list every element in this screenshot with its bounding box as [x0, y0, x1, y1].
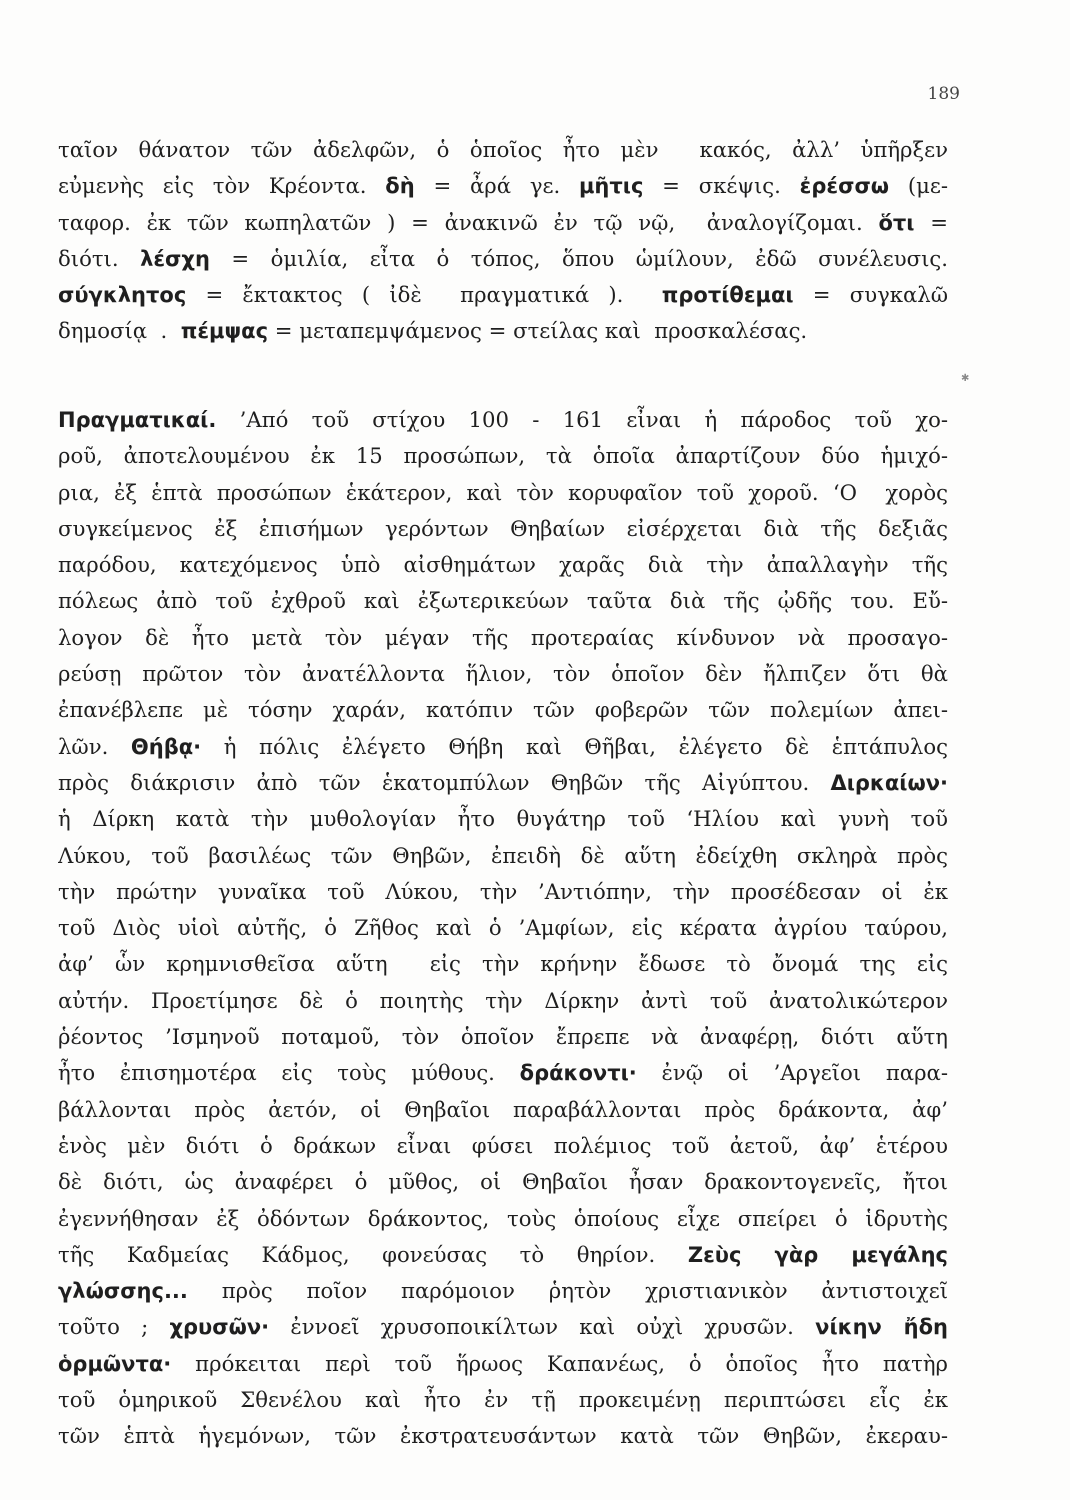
lemma-term: Θήβᾳ·	[130, 734, 202, 759]
line-text: ἐπανέβλεπε μὲ τόσην χαράν, κατόπιν τῶν φοβερῶν τῶν πολεμίων ἀπει-	[58, 697, 948, 723]
line-text: δημοσίᾳ .	[58, 318, 181, 344]
line-text: ἐννοεῖ χρυσοποικίλτων καὶ οὐχὶ χρυσῶν.	[269, 1314, 816, 1340]
line-text: πόλεως ἀπὸ τοῦ ἐχθροῦ καὶ ἐξωτερικεύων ταῦτα διὰ τῆς ᾠδῆς του. Εὔ-	[58, 588, 948, 614]
line-text: (με-	[889, 173, 948, 199]
line-text: = ἔκτακτος ( ἰδὲ πραγματικά ).	[186, 282, 662, 308]
text-line	[58, 1201, 948, 1237]
lemma-term: ὅτι	[878, 210, 915, 235]
text-line	[58, 1418, 948, 1454]
text-line	[58, 475, 948, 511]
line-text: λῶν.	[58, 733, 131, 759]
text-line	[58, 874, 948, 910]
line-text: τοῦτο ;	[58, 1314, 170, 1340]
text-line	[58, 983, 948, 1019]
line-text: βάλλονται πρὸς ἀετόν, οἱ Θηβαῖοι παραβάλλονται πρὸς δράκοντα, ἀφ’	[58, 1096, 948, 1122]
lemma-term: ἐρέσσω	[799, 174, 890, 199]
line-text: τῆς Καδμείας Κάδμος, φονεύσας τὸ θηρίον.	[58, 1241, 688, 1267]
text-line	[58, 205, 948, 241]
line-text: Λύκου, τοῦ βασιλέως τῶν Θηβῶν, ἐπειδὴ δὲ αὕτη ἐδείχθη σκληρὰ πρὸς	[58, 842, 948, 868]
lemma-term: λέσχη	[140, 246, 210, 271]
lemma-term: νίκην ἤδη	[815, 1315, 948, 1340]
line-text: τοῦ Διὸς υἱοὶ αὐτῆς, ὁ Ζῆθος καὶ ὁ ’Αμφίων, εἰς κέρατα ἀγρίου ταύρου,	[58, 915, 948, 941]
text-line	[58, 1309, 948, 1345]
line-text: =	[914, 209, 948, 235]
page-number: 189	[927, 84, 960, 104]
text-line	[58, 1055, 948, 1091]
line-text: ρεύσῃ πρῶτον τὸν ἀνατέλλοντα ἥλιον, τὸν ὁποῖον δὲν ἤλπιζεν ὅτι θὰ	[58, 661, 948, 687]
line-text: = σκέψις.	[643, 173, 800, 199]
line-text: ἡ πόλις ἐλέγετο Θήβη καὶ Θῆβαι, ἐλέγετο δὲ ἑπτάπυλος	[201, 733, 948, 759]
line-text: ’Από τοῦ στίχου 100 - 161 εἶναι ἡ πάροδος τοῦ χο-	[216, 407, 948, 432]
text-line	[58, 801, 948, 837]
line-text: ρια, ἐξ ἑπτὰ προσώπων ἑκάτερον, καὶ τὸν κορυφαῖον τοῦ χοροῦ. ‘Ο χορὸς	[58, 479, 948, 505]
line-text: πρόκειται περὶ τοῦ ἥρωος Καπανέως, ὁ ὁποῖος ἦτο πατὴρ	[171, 1350, 948, 1376]
lemma-term: προτίθεμαι	[661, 283, 794, 308]
line-text: πρὸς διάκρισιν ἀπὸ τῶν ἑκατομπύλων Θηβῶν τῆς Αἰγύπτου.	[58, 769, 831, 795]
text-line	[58, 1273, 948, 1309]
lemma-term: Πραγματικαί.	[58, 408, 217, 432]
line-text: ἦτο ἐπισημοτέρα εἰς τοὺς μύθους.	[58, 1060, 520, 1086]
lemma-term: γλώσσης...	[58, 1279, 188, 1304]
line-text: αὐτήν. Προετίμησε δὲ ὁ ποιητὴς τὴν Δίρκην ἀντὶ τοῦ ἀνατολικώτερον	[58, 987, 948, 1013]
text-line	[58, 277, 948, 313]
line-text: ῥέοντος ’Ισμηνοῦ ποταμοῦ, τὸν ὁποῖον ἔπρεπε νὰ ἀναφέρῃ, διότι αὕτη	[58, 1024, 948, 1050]
line-text: πρὸς ποῖον παρόμοιον ῥητὸν χριστιανικὸν ἀντιστοιχεῖ	[187, 1278, 948, 1304]
text-line	[58, 1019, 948, 1055]
line-text: διότι.	[58, 245, 141, 271]
lemma-term: ὁρμῶντα·	[58, 1351, 172, 1376]
text-line	[58, 765, 948, 801]
text-line	[58, 620, 948, 656]
line-text: = συγκαλῶ	[793, 282, 948, 308]
lemma-term: πέμψας	[180, 319, 269, 344]
text-line	[58, 132, 948, 168]
text-line	[58, 168, 948, 204]
text-line	[58, 241, 948, 277]
text-line	[58, 729, 948, 765]
line-text: ἐνῷ οἱ ’Αργεῖοι παρα-	[636, 1060, 948, 1086]
line-text: ἐγεννήθησαν ἐξ ὀδόντων δράκοντος, τοὺς ὁποίους εἶχε σπείρει ὁ ἱδρυτὴς	[58, 1205, 948, 1231]
line-text: ἀφ’ ὧν κρημνισθεῖσα αὕτη εἰς τὴν κρήνην ἔδωσε τὸ ὄνομά της εἰς	[58, 951, 948, 977]
line-text: λογον δὲ ἦτο μετὰ τὸν μέγαν τῆς προτεραίας κίνδυνον νὰ προσαγο-	[58, 624, 948, 650]
line-text: τὴν πρώτην γυναῖκα τοῦ Λύκου, τὴν ’Αντιόπην, τὴν προσέδεσαν οἱ ἐκ	[58, 878, 948, 904]
lemma-term: δὴ	[385, 174, 415, 199]
text-line	[58, 692, 948, 728]
text-line	[58, 1092, 948, 1128]
text-line	[58, 1128, 948, 1164]
lemma-term: μῆτις	[578, 174, 644, 199]
text-line	[58, 910, 948, 946]
text-line	[58, 402, 948, 438]
line-text: ταφορ. ἐκ τῶν κωπηλατῶν ) = ἀνακινῶ ἐν τῷ νῷ, ἀναλογίζομαι.	[58, 209, 879, 235]
text-line	[58, 1346, 948, 1382]
line-text: = ὁμιλία, εἶτα ὁ τόπος, ὅπου ὡμίλουν, ἐδῶ συνέλευσις.	[209, 245, 948, 271]
text-line	[58, 946, 948, 982]
text-line	[58, 656, 948, 692]
text-line	[58, 1164, 948, 1200]
text-line	[58, 1237, 948, 1273]
lemma-term: Ζεὺς γὰρ μεγάλης	[687, 1242, 948, 1267]
line-text: ἡ Δίρκη κατὰ τὴν μυθολογίαν ἦτο θυγάτηρ τοῦ ‘Ηλίου καὶ γυνὴ τοῦ	[58, 806, 948, 832]
text-line	[58, 1382, 948, 1418]
text-line	[58, 438, 948, 474]
text-line	[58, 511, 948, 547]
line-text: παρόδου, κατεχόμενος ὑπὸ αἰσθημάτων χαρᾶς διὰ τὴν ἀπαλλαγὴν τῆς	[58, 552, 948, 578]
line-text: ἑνὸς μὲν διότι ὁ δράκων εἶναι φύσει πολέμιος τοῦ ἀετοῦ, ἀφ’ ἑτέρου	[58, 1132, 948, 1158]
line-text: ροῦ, ἀποτελουμένου ἐκ 15 προσώπων, τὰ ὁποῖα ἀπαρτίζουν δύο ἡμιχό-	[58, 443, 948, 469]
line-text: = μεταπεμψάμενος = στείλας καὶ προσκαλέσας.	[268, 318, 808, 344]
lemma-term: Διρκαίων·	[830, 770, 948, 795]
commentary-paragraph	[58, 402, 948, 1455]
ink-speck: ✱	[961, 373, 970, 384]
text-line	[58, 547, 948, 583]
lemma-term: χρυσῶν·	[169, 1315, 270, 1340]
line-text: εὐμενὴς εἰς τὸν Κρέοντα.	[58, 173, 386, 199]
text-line	[58, 313, 948, 349]
text-line	[58, 838, 948, 874]
line-text: ταῖον θάνατον τῶν ἀδελφῶν, ὁ ὁποῖος ἦτο μὲν κακός, ἀλλ’ ὑπῆρξεν	[58, 137, 948, 162]
lemma-term: δράκοντι·	[519, 1061, 637, 1086]
glossary-paragraph	[58, 132, 948, 350]
line-text: τῶν ἑπτὰ ἡγεμόνων, τῶν ἐκστρατευσάντων κατὰ τῶν Θηβῶν, ἐκεραυ-	[58, 1423, 948, 1449]
text-line	[58, 583, 948, 619]
line-text: συγκείμενος ἐξ ἐπισήμων γερόντων Θηβαίων εἰσέρχεται διὰ τῆς δεξιᾶς	[58, 515, 948, 541]
line-text: τοῦ ὁμηρικοῦ Σθενέλου καὶ ἦτο ἐν τῇ προκειμένῃ περιπτώσει εἷς ἐκ	[58, 1387, 948, 1413]
line-text: δὲ διότι, ὡς ἀναφέρει ὁ μῦθος, οἱ Θηβαῖοι ἦσαν δρακοντογενεῖς, ἤτοι	[58, 1169, 948, 1195]
lemma-term: σύγκλητος	[58, 283, 187, 308]
line-text: = ἆρά γε.	[414, 173, 579, 199]
